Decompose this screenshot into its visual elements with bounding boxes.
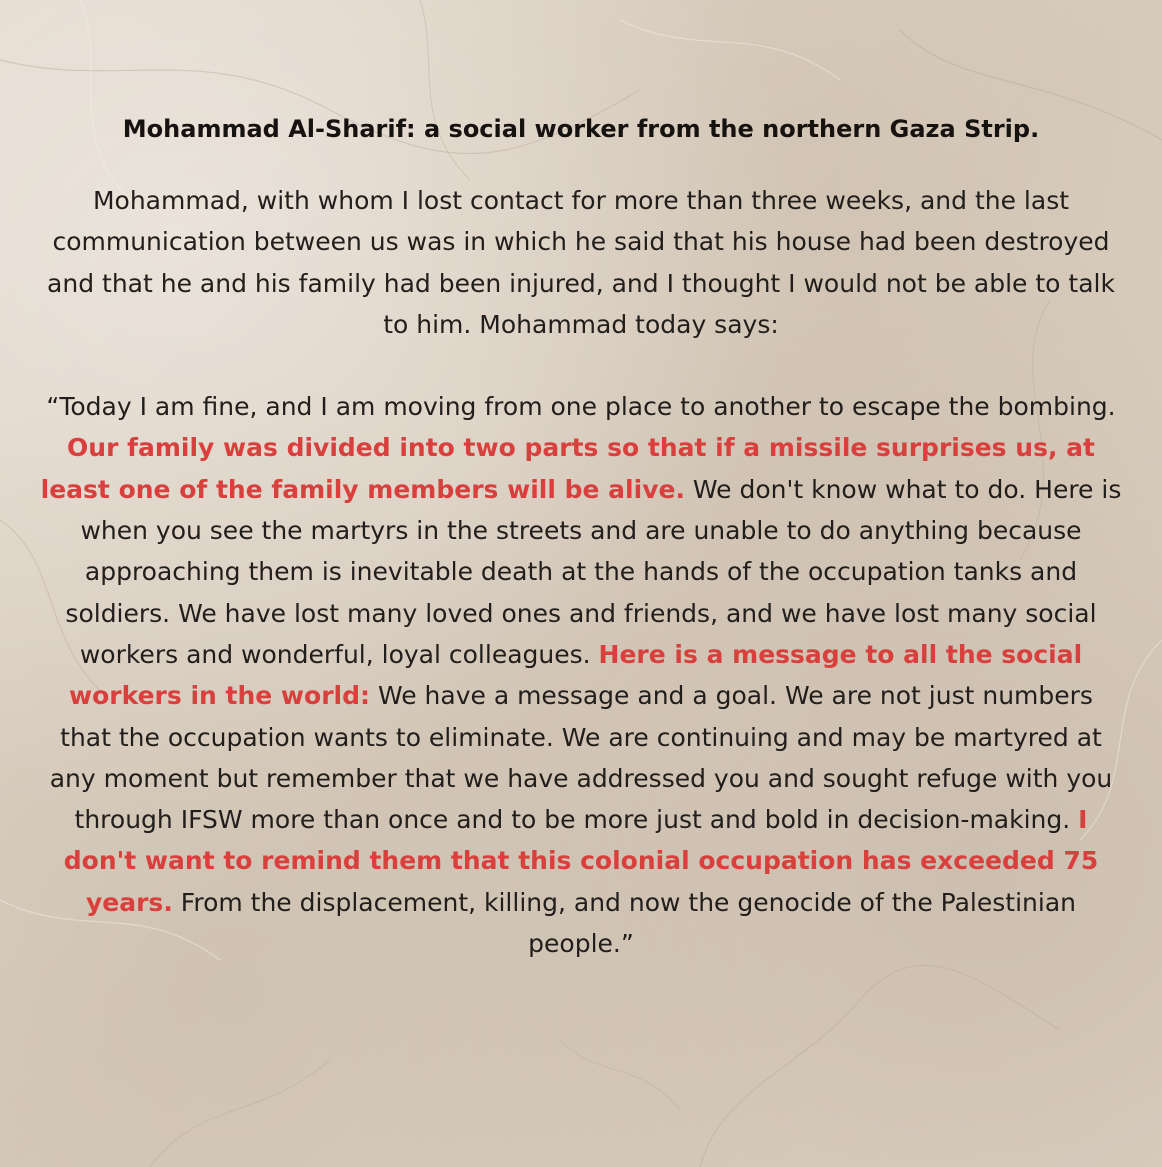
quote-highlight-2: Here is a message to all the social workers in the world:: [69, 639, 1083, 711]
quote-paragraph: [40, 386, 1122, 964]
quote-text-3: We have a message and a goal. We are not just numbers that the occupation wants to eliminate. We are continuing and may be martyred at any moment but remember that we have addressed you and sought refuge with you through IFSW more than once and to be more just and bold in decision-making.: [49, 681, 1113, 835]
intro-paragraph: Mohammad, with whom I lost contact for more than three weeks, and the last communication between us was in which he said that his house had been destroyed and that he and his family had been injured, and I thought I would not be able to talk to him. Mohammad today says:: [47, 186, 1115, 339]
quote-text-2: We don't know what to do. Here is when you see the martyrs in the streets and are unable to do anything because approaching them is inevitable death at the hands of the occupation tanks and soldiers. We have lost many loved ones and friends, and we have lost many social workers and wonderful, loyal colleagues.: [65, 474, 1122, 669]
post-title: Mohammad Al-Sharif: a social worker from the northern Gaza Strip.: [122, 115, 1040, 143]
quote-highlight-3: I don't want to remind them that this colonial occupation has exceeded 75 years.: [63, 805, 1099, 917]
quote-text-4: From the displacement, killing, and now the genocide of the Palestinian people.”: [172, 887, 1076, 959]
post-text-block: [40, 114, 1122, 964]
quote-text-1: “Today I am fine, and I am moving from one place to another to escape the bombing.: [46, 392, 1116, 422]
quote-highlight-1: Our family was divided into two parts so that if a missile surprises us, at least one of the family members will be alive.: [40, 433, 1095, 504]
